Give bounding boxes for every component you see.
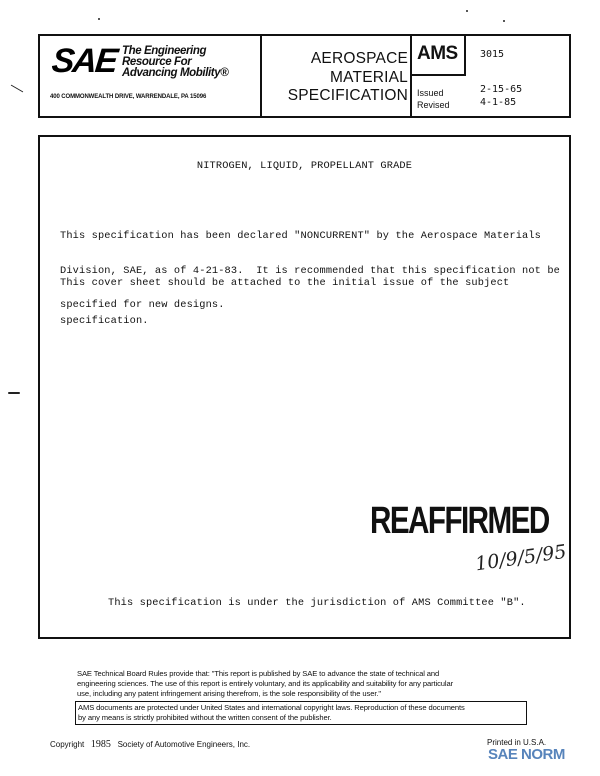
sae-norm-watermark: SAE NORM xyxy=(488,746,565,763)
sae-logo-block xyxy=(40,36,262,116)
spec-title: AEROSPACE MATERIAL SPECIFICATION xyxy=(287,50,408,104)
scan-speck xyxy=(503,20,505,22)
divider xyxy=(464,36,466,76)
ams-label: AMS xyxy=(417,43,458,64)
scan-speck xyxy=(98,18,100,20)
reaffirmed-stamp: REAFFIRMED xyxy=(370,500,549,542)
ams-info-block xyxy=(412,36,569,116)
scan-speck xyxy=(8,392,20,394)
spec-subject: NITROGEN, LIQUID, PROPELLANT GRADE xyxy=(196,160,413,172)
copyright-line: Copyright 1985 Society of Automotive Engineers, Inc. xyxy=(50,739,251,750)
revised-date: 4-1-85 xyxy=(480,97,517,108)
sae-logo: SAE xyxy=(50,42,118,80)
spec-title-block xyxy=(262,36,412,116)
printed-in: Printed in U.S.A. xyxy=(487,738,547,747)
spec-header xyxy=(38,34,571,118)
copyright-notice-box: AMS documents are protected under United States and international copyright laws. Reproduction of these documents by any means is strictly prohibited without the written consent of the publisher. xyxy=(75,701,527,725)
sae-tagline: The Engineering Resource For Advancing Mobility® xyxy=(122,45,229,79)
board-rules-notice: SAE Technical Board Rules provide that: "This report is published by SAE to advance the state of technical and engineering sciences. The use of this report is entirely voluntary, and its applicability and suitability for any particular use, including any patent infringement arising therefrom, is the sole responsibility of the user." xyxy=(77,669,454,698)
issued-label: Issued xyxy=(417,88,444,98)
divider xyxy=(412,74,464,76)
jurisdiction-note: This specification is under the jurisdiction of AMS Committee "B". xyxy=(108,597,526,609)
revised-label: Revised xyxy=(417,100,450,110)
cover-sheet-paragraph: This cover sheet should be attached to the initial issue of the subject specification. xyxy=(60,277,510,327)
scan-speck xyxy=(466,10,468,12)
scan-speck xyxy=(11,85,24,93)
spec-body xyxy=(38,135,571,639)
issued-date: 2-15-65 xyxy=(480,84,523,95)
ams-number: 3015 xyxy=(480,49,505,60)
reaffirmed-handwritten-date: 10/9/5/95 xyxy=(473,540,568,576)
sae-address: 400 COMMONWEALTH DRIVE, WARRENDALE, PA 15096 xyxy=(50,94,207,100)
noncurrent-paragraph: This specification has been declared "NONCURRENT" by the Aerospace Materials Division, SAE, as of 4-21-83. It is recommended that this specification not be specified for new designs. xyxy=(60,230,561,311)
